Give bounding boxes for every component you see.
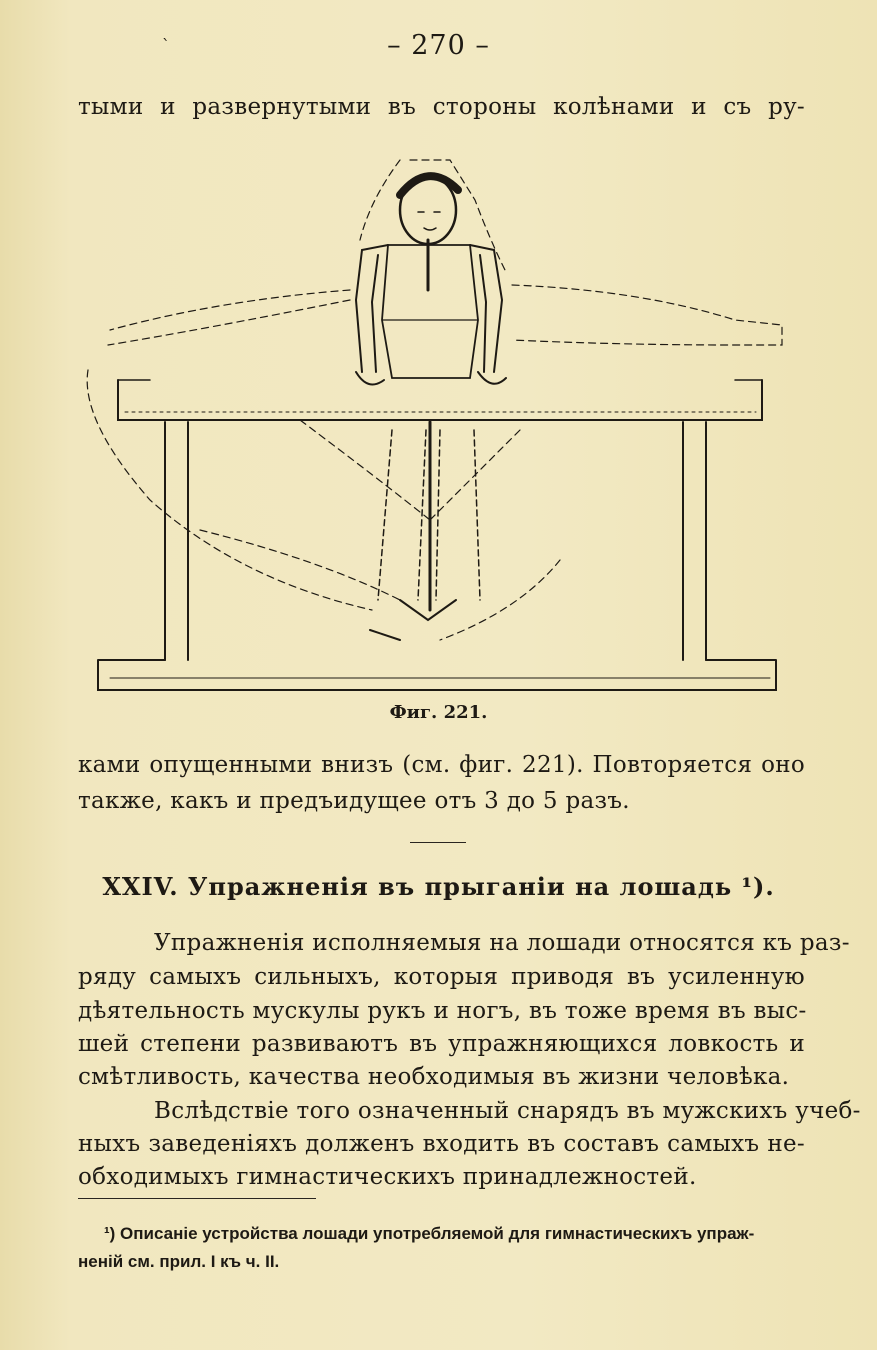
motion-path-left-leg xyxy=(87,290,372,610)
text-line: шей степени развиваютъ въ упражняющихся ловкость и xyxy=(78,1031,805,1057)
motion-path-right-leg xyxy=(512,285,782,345)
table-leg-right xyxy=(683,422,706,660)
text-line: обходимыхъ гимнастическихъ принадлежностей. xyxy=(78,1164,697,1190)
table-top xyxy=(118,380,762,420)
text-line: Вслѣдствіе того означенный снарядъ въ мужскихъ учеб- xyxy=(154,1098,861,1124)
footnote-line: неній см. прил. I къ ч. II. xyxy=(78,1252,280,1271)
footnote-rule xyxy=(78,1198,316,1199)
figure-torso xyxy=(382,245,478,378)
text-line: Упражненія исполняемыя на лошади относятся къ раз- xyxy=(154,930,850,956)
print-mark: ˋ xyxy=(162,36,170,55)
text-line: смѣтливость, качества необходимыя въ жизни человѣка. xyxy=(78,1064,790,1090)
text-line: ряду самыхъ сильныхъ, которыя приводя въ усиленную xyxy=(78,964,805,990)
page-number: – 270 – xyxy=(387,30,490,61)
text-line: ками опущенными внизъ (см. фиг. 221). Повторяется оно xyxy=(78,752,805,778)
section-heading: XXIV. Упражненія въ прыганіи на лошадь ¹). xyxy=(102,872,775,901)
table-leg-left xyxy=(165,422,188,660)
footnote-line: ¹) Описаніе устройства лошади употребляемой для гимнастическихъ упраж- xyxy=(104,1224,755,1243)
text-line: также, какъ и предъидущее отъ 3 до 5 разъ. xyxy=(78,788,630,814)
text-line: тыми и развернутыми въ стороны колѣнами и съ ру- xyxy=(78,94,805,120)
figure-arm-right xyxy=(470,245,502,372)
table-base xyxy=(98,660,776,690)
text-line: дѣятельность мускулы рукъ и ногъ, въ тоже время въ выс- xyxy=(78,998,807,1024)
section-separator xyxy=(410,842,466,843)
text-line: ныхъ заведеніяхъ долженъ входить въ составъ самыхъ не- xyxy=(78,1131,805,1157)
figure-caption: Фиг. 221. xyxy=(389,702,488,723)
